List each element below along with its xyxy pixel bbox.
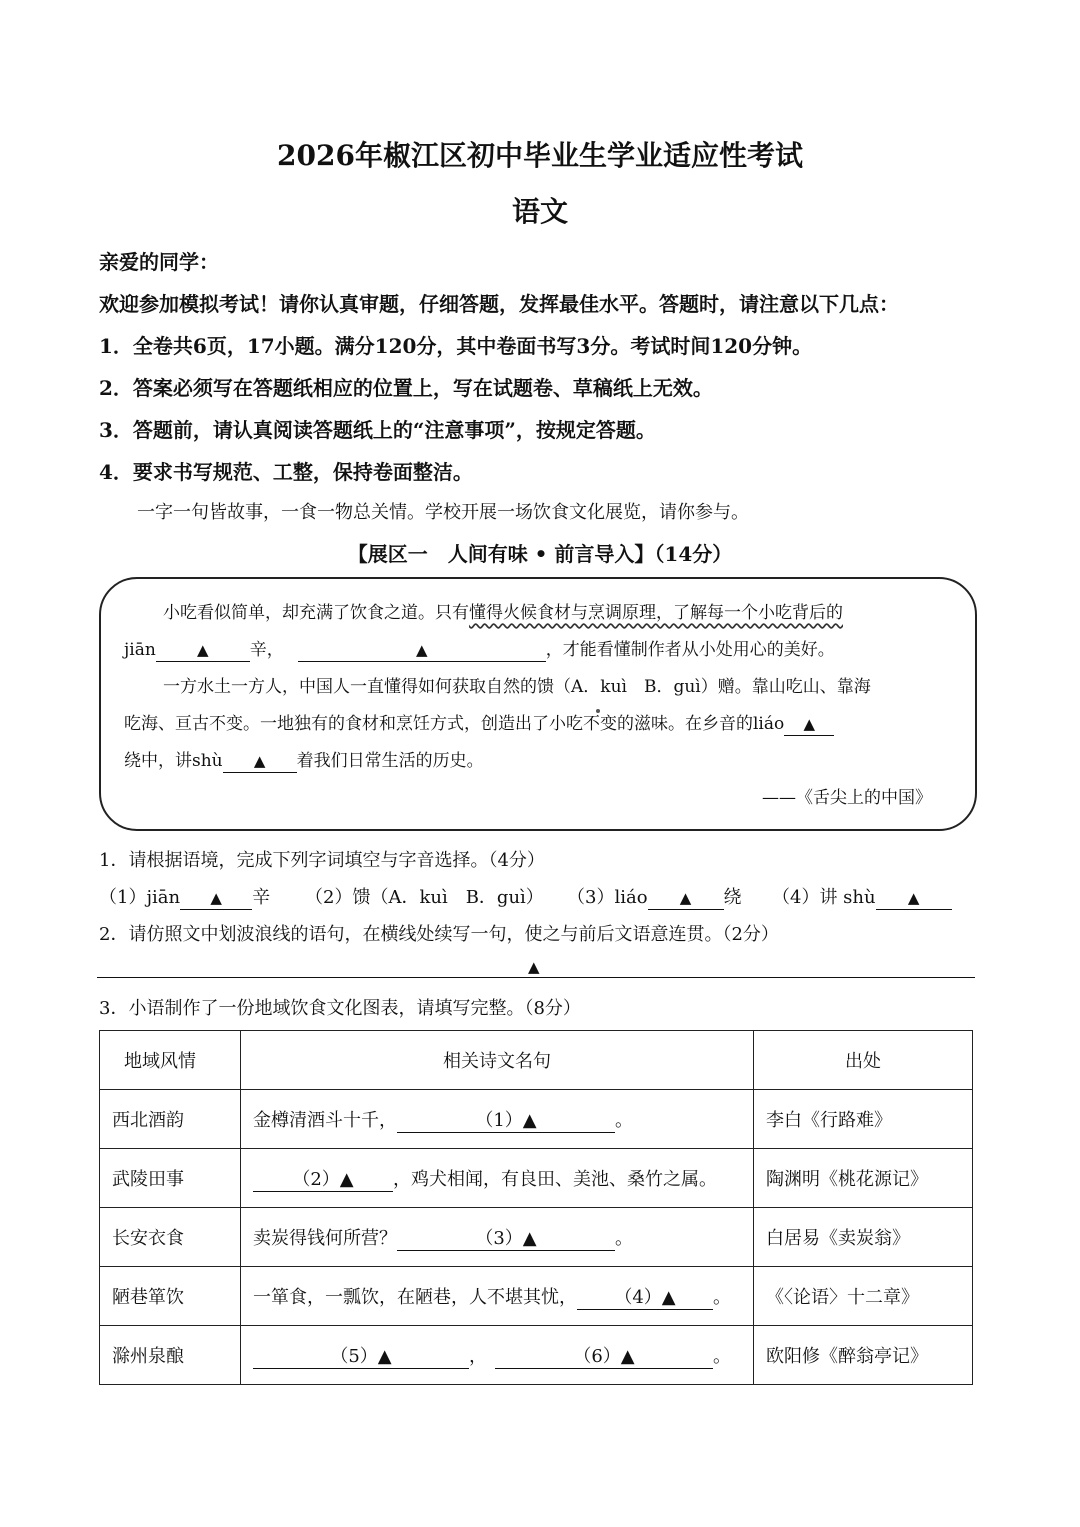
rule-item: 3．答题前，请认真阅读答题纸上的“注意事项”，按规定答题。: [99, 418, 656, 442]
table-row: [100, 1149, 973, 1208]
lead-text: 一字一句皆故事，一食一物总关情。学校开展一场饮食文化展览，请你参与。: [137, 502, 749, 523]
q1-part-3: [567, 883, 742, 910]
question-2: 2．请仿照文中划波浪线的语句，在横线处续写一句，使之与前后文语意连贯。（2分）: [99, 924, 779, 945]
pinyin-jian: jiān: [124, 640, 156, 660]
passage-source: ——《舌尖上的中国》: [762, 788, 932, 808]
sentence-blank[interactable]: [298, 639, 546, 662]
greeting: 亲爱的同学：: [99, 250, 219, 274]
triangle-icon: ▲: [679, 889, 692, 907]
poem-cell: [241, 1149, 754, 1208]
q1-part-4: [772, 883, 952, 910]
answer-blank[interactable]: [156, 639, 250, 662]
poem-text: 一箪食，一瓢饮，在陋巷，人不堪其忧，: [253, 1286, 577, 1308]
table-header: 相关诗文名句: [241, 1031, 754, 1090]
passage-text: 小吃看似简单，却充满了饮食之道。只有: [163, 603, 469, 623]
triangle-icon: ▲: [253, 752, 266, 770]
poem-cell: [241, 1267, 754, 1326]
triangle-icon: ▲: [803, 715, 816, 733]
source-cell: 《〈论语〉十二章》: [754, 1267, 973, 1326]
culture-table: [99, 1030, 973, 1385]
answer-blank[interactable]: （6）▲: [495, 1346, 713, 1369]
passage-line-1: [163, 598, 843, 623]
poem-text: 。: [713, 1345, 731, 1367]
poem-text: 金樽清酒斗十千，: [253, 1109, 397, 1131]
answer-blank[interactable]: （5）▲: [253, 1346, 469, 1369]
triangle-icon: ▲: [528, 958, 540, 976]
poem-text: 。: [615, 1227, 633, 1249]
answer-blank[interactable]: （3）▲: [397, 1228, 615, 1251]
wavy-underlined-sentence: 懂得火候食材与烹调原理，了解每一个小吃背后的: [469, 603, 843, 623]
source-cell: 李白《行路难》: [754, 1090, 973, 1149]
pinyin-liao: liáo: [753, 714, 785, 734]
source-cell: 欧阳修《醉翁亭记》: [754, 1326, 973, 1385]
q1-part-text: 绕: [723, 887, 742, 908]
poem-text: ，鸡犬相闻，有良田、美池、桑竹之属。: [393, 1168, 717, 1190]
region-cell: 西北酒韵: [100, 1090, 241, 1149]
answer-blank[interactable]: [223, 750, 297, 773]
passage-text: 着我们日常生活的历史。: [296, 751, 484, 771]
passage-line-4: [124, 709, 834, 736]
poem-cell: [241, 1208, 754, 1267]
source-cell: 陶渊明《桃花源记》: [754, 1149, 973, 1208]
answer-blank[interactable]: [876, 887, 952, 910]
poem-text: 卖炭得钱何所营？: [253, 1227, 397, 1249]
subject-title: 语文: [511, 195, 568, 228]
passage-text: 吃海、亘古不变。一地独有的食材和烹饪方式，创造出了小吃不变的滋味。在乡音的: [124, 714, 753, 734]
poem-cell: [241, 1326, 754, 1385]
answer-blank[interactable]: [180, 887, 252, 910]
triangle-icon: ▲: [197, 641, 209, 659]
region-cell: 武陵田事: [100, 1149, 241, 1208]
question-1: 1．请根据语境，完成下列字词填空与字音选择。（4分）: [99, 850, 545, 871]
answer-blank[interactable]: （4）▲: [577, 1287, 713, 1310]
answer-blank[interactable]: （1）▲: [397, 1110, 615, 1133]
question-3: 3．小语制作了一份地域饮食文化图表，请填写完整。（8分）: [99, 998, 581, 1019]
triangle-icon: ▲: [210, 889, 222, 907]
table-row: [100, 1090, 973, 1149]
table-header: 地域风情: [100, 1031, 241, 1090]
passage-text: ，才能看懂制作者从小处用心的美好。: [545, 640, 835, 660]
poem-text: 。: [713, 1286, 731, 1308]
section-title: 【展区一 人间有味 • 前言导入】（14分）: [347, 542, 733, 566]
region-cell: 长安衣食: [100, 1208, 241, 1267]
passage-line-2: [124, 635, 835, 662]
q2-answer-line[interactable]: [97, 977, 975, 978]
rule-item: 4．要求书写规范、工整，保持卷面整洁。: [99, 460, 473, 484]
answer-blank[interactable]: [784, 713, 834, 736]
q1-part-label: （4）讲 shù: [772, 887, 876, 908]
table-header-row: [100, 1031, 973, 1090]
poem-text: 。: [615, 1109, 633, 1131]
passage-line-5: [124, 746, 484, 773]
table-row: [100, 1267, 973, 1326]
welcome-text: 欢迎参加模拟考试！请你认真审题，仔细答题，发挥最佳水平。答题时，请注意以下几点：: [99, 292, 899, 316]
poem-text: ，: [469, 1345, 487, 1367]
table-header: 出处: [754, 1031, 973, 1090]
rule-item: 2．答案必须写在答题纸相应的位置上，写在试题卷、草稿纸上无效。: [99, 376, 713, 400]
q1-part-1: [99, 883, 270, 910]
triangle-icon: ▲: [416, 641, 428, 659]
triangle-icon: ▲: [907, 889, 920, 907]
region-cell: 陋巷箪饮: [100, 1267, 241, 1326]
passage-text: 绕中，讲: [124, 751, 192, 771]
passage-text: 辛，: [249, 640, 284, 660]
table-row: [100, 1326, 973, 1385]
passage-line-3: 一方水土一方人，中国人一直懂得如何获取自然的馈（A．kuì B．guì）赠。靠山吃山、靠海: [163, 677, 871, 697]
q1-part-2: （2）馈（A．kuì B．guì）: [305, 887, 544, 908]
rule-item: 1．全卷共6页，17小题。满分120分，其中卷面书写3分。考试时间120分钟。: [99, 334, 813, 358]
pinyin-shu: shù: [192, 751, 223, 771]
poem-cell: [241, 1090, 754, 1149]
q1-part-text: 辛: [252, 887, 271, 908]
q1-part-label: （1）jiān: [99, 887, 181, 908]
region-cell: 滁州泉酿: [100, 1326, 241, 1385]
table-row: [100, 1208, 973, 1267]
exam-title: 2026年椒江区初中毕业生学业适应性考试: [277, 139, 803, 172]
source-cell: 白居易《卖炭翁》: [754, 1208, 973, 1267]
answer-blank[interactable]: （2）▲: [253, 1169, 393, 1192]
q1-part-label: （3）liáo: [567, 887, 648, 908]
answer-blank[interactable]: [648, 887, 724, 910]
